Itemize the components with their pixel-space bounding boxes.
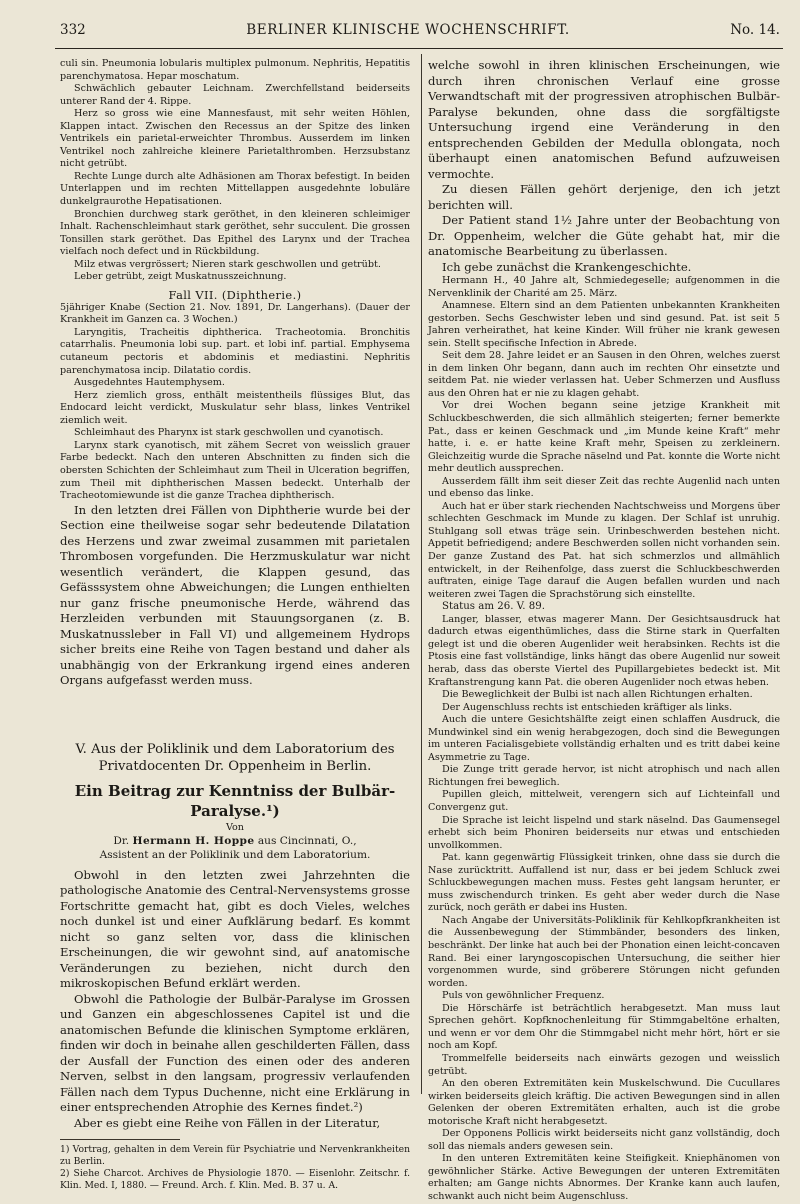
intro-paragraph: Ich gebe zunächst die Krankengeschichte. xyxy=(442,259,692,274)
status-text: Puls von gewöhnlicher Frequenz. xyxy=(442,990,605,1002)
status-text: Der Opponens Pollicis wirkt beiderseits nicht ganz vollständig, doch soll das niemals anders gewesen sein. xyxy=(428,1128,780,1152)
history-text: Anamnese. Eltern sind an dem Patienten unbekannten Krankheiten gestorben. Sechs Geschwister leben und sind gesund. Pat. ist seit 5 Jahren verheirathet, hat keine Kinder. Will früher nie krank gewesen sein. Stellt specifische Infection in Abrede. xyxy=(428,300,780,349)
journal-title: BERLINER KLINISCHE WOCHENSCHRIFT. xyxy=(246,22,570,38)
intro-paragraph: Zu diesen Fällen gehört derjenige, den ich jetzt berichten will. xyxy=(428,182,780,212)
case6-text: culi sin. Pneumonia lobularis multiplex pulmonum. Nephritis, Hepatitis parenchymatosa. Hepar moschatum. xyxy=(60,58,410,82)
status-text: Pupillen gleich, mittelweit, verengern sich auf Lichteinfall und Convergenz gut. xyxy=(428,789,780,814)
status-text: Die Sprache ist leicht lispelnd und stark näselnd. Das Gaumensegel erhebt sich beim Phoniren beiderseits nur etwas und entschieden unvollkommen. xyxy=(428,814,780,851)
page-number: 332 xyxy=(60,22,86,38)
status-text: Langer, blasser, etwas magerer Mann. Der Gesichtsausdruck hat dadurch etwas eigenthümliches, dass die Stirne stark in Querfalten gelegt ist und die oberen Augenlider weit herabsinken. Rechts ist die Ptosis eine fast vollständige, links hängt das obere Augenlid nur soweit herab, dass das oberste Viertel des Pupillargebietes bedeckt ist. Mit Kraftanstrengung kann Pat. die oberen Augenlider noch etwas heben. xyxy=(428,613,780,688)
status-text: Die Beweglichkeit der Bulbi ist nach allen Richtungen erhalten. xyxy=(442,689,753,701)
author-prefix: Dr. xyxy=(113,834,130,847)
status-text: Trommelfelle beiderseits nach einwärts gezogen und weisslich getrübt. xyxy=(428,1052,780,1077)
right-column xyxy=(428,58,780,1202)
history-text: Auch hat er über stark riechenden Nachtschweiss und Morgens über schlechten Geschmack im Munde zu klagen. Der Schlaf ist unruhig. Stuhlgang soll etwas träge sein. Urinbeschwerden bestehen nicht. Appetit befriedigend; andere Beschwerden sollen nicht vorhanden sein. Der ganze Zustand des Pat. hat sich schmerzlos und allmählich entwickelt, in der Reihenfolge, dass zuerst die Schluckbeschwerden auftraten, einige Tage darauf die Augen befallen wurden und nach weiteren zwei Tagen die Sprachstörung sich einstellte. xyxy=(428,500,780,600)
left-column xyxy=(60,58,410,1192)
issue-number: No. 14. xyxy=(730,22,780,38)
author-role: Assistent an der Poliklinik und dem Laboratorium. xyxy=(99,848,371,861)
article-title: Ein Beitrag zur Kenntniss der Bulbär-Paralyse.¹) xyxy=(74,781,396,820)
author-name: Hermann H. Hoppe xyxy=(132,834,255,847)
case6-text: Herz so gross wie eine Mannesfaust, mit sehr weiten Höhlen, Klappen intact. Zwischen den Recessus an der Spitze des linken Ventrikels ein parietal-erweichter Thrombus. Ausserdem im linken Ventrikel noch zahlreiche kleinere Parietalthromben. Herzsubstanz nicht getrübt. xyxy=(60,108,410,170)
case6-text: Milz etwas vergrössert; Nieren stark geschwollen und getrübt. xyxy=(74,258,381,270)
column-divider xyxy=(421,54,422,1094)
summary-paragraph: In den letzten drei Fällen von Diphtherie wurde bei der Section eine theilweise sogar sehr bedeutende Dilatation des Herzens und zwar zweimal zusammen mit parietalen Thrombosen vorgefunden. Die Herzmuskulatur war nicht wesentlich verändert, die Klappen gesund, das Gefässsystem ohne Abweichungen; die Lungen enthielten nur ganz frische pneumonische Herde, während das Herzleiden verbunden mit Stauungsorganen (z. B. Muskatnussleber in Fall VI) und allgemeinem Hydrops sicher breits eine Reihe von Tagen bestand und daher als unabhängig von der Erkrankung irgend eines anderen Organs aufgefasst werden muss. xyxy=(60,502,410,688)
history-text: Hermann H., 40 Jahre alt, Schmiedegeselle; aufgenommen in die Nervenklinik der Charité am 25. März. xyxy=(428,275,780,299)
article-paragraph: Obwohl die Pathologie der Bulbär-Paralyse im Grossen und Ganzen ein abgeschlossenes Capitel ist und die anatomischen Befunde die klinischen Symptome erklären, finden wir doch in beinahe allen geschilderten Fällen, dass der Ausfall der Function des einen oder des anderen Nerven, selbst in den langsam, progressiv verlaufenden Fällen nach dem Typus Duchenne, nicht eine Erklärung in einer entsprechenden Atrophie des Kernes findet.²) xyxy=(60,991,410,1115)
byline-von: Von xyxy=(225,821,244,833)
case6-text: Schwächlich gebauter Leichnam. Zwerchfellstand beiderseits unterer Rand der 4. Rippe. xyxy=(60,83,410,107)
case7-text: Larynx stark cyanotisch, mit zähem Secret von weisslich grauer Farbe bedeckt. Nach den unteren Abschnitten zu finden sich die obersten Schichten der Schleimhaut zum Theil in Ulceration begriffen, zum Theil mit diphtherischen Massen bedeckt. Unterhalb der Tracheotomiewunde ist die ganze Trachea diphtherisch. xyxy=(60,439,410,502)
case7-heading: Fall VII. (Diphtherie.) xyxy=(168,287,302,302)
footnote-rule xyxy=(60,1139,180,1140)
history-text: Ausserdem fällt ihm seit dieser Zeit das rechte Augenlid nach unten und ebenso das linke. xyxy=(428,475,780,500)
intro-paragraph: Der Patient stand 1½ Jahre unter der Beobachtung von Dr. Oppenheim, welcher die Güte gehabt hat, mir die anatomische Bearbeitung zu überlassen. xyxy=(428,213,780,258)
author-place: aus Cincinnati, O., xyxy=(257,834,357,847)
case7-text: Ausgedehntes Hautemphysem. xyxy=(74,377,225,389)
status-text: In den unteren Extremitäten keine Steifigkeit. Kniephänomen von gewöhnlicher Stärke. Active Bewegungen der unteren Extremitäten erhalten; am Gange nichts Abnormes. Der Kranke kann auch laufen, schwankt auch nicht beim Augenschluss. xyxy=(428,1153,780,1202)
footnote: 2) Siehe Charcot. Archives de Physiologie 1870. — Eisenlohr. Zeitschr. f. Klin. Med. I, 1880. — Freund. Arch. f. Klin. Med. B. 37 u. A. xyxy=(60,1168,410,1192)
case6-text: Bronchien durchweg stark geröthet, in den kleineren schleimiger Inhalt. Rachenschleimhaut stark geröthet, sehr succulent. Die grossen Tonsillen stark geröthet. Das Epithel des Larynx und der Trachea vielfach noch defect und in Rückbildung. xyxy=(60,208,410,258)
status-text: Auch die untere Gesichtshälfte zeigt einen schlaffen Ausdruck, die Mundwinkel sind ein wenig herabgezogen, doch sind die Bewegungen im unteren Facialisgebiete vollständig erhalten und es tritt dabei keine Asymmetrie zu Tage. xyxy=(428,714,780,763)
author-line xyxy=(60,834,410,848)
status-text: Pat. kann gegenwärtig Flüssigkeit trinken, ohne dass sie durch die Nase zurücktritt. Auffallend ist nur, dass er bei jedem Schluck zwei Schluckbewegungen machen muss. Festes geht langsam herunter, er muss zwischendurch trinken. Es geht aber weder durch die Nase zurück, noch geräth er dabei ins Husten. xyxy=(428,852,780,914)
status-text: An den oberen Extremitäten kein Muskelschwund. Die Cucullares wirken beiderseits gleich kräftig. Die activen Bewegungen sind in allen Gelenken der oberen Extremitäten erhalten, auch ist die grobe motorische Kraft nicht herabgesetzt. xyxy=(428,1078,780,1127)
history-text: Seit dem 28. Jahre leidet er an Sausen in den Ohren, welches zuerst in dem linken Ohr begann, dann auch im rechten Ohr einsetzte und seitdem Pat. nie wieder verlassen hat. Ueber Schmerzen und Ausfluss aus den Ohren hat er nie zu klagen gehabt. xyxy=(428,350,780,399)
status-text: Nach Angabe der Universitäts-Poliklinik für Kehlkopfkrankheiten ist die Aussenbewegung der Stimmbänder, besonders des linken, beschränkt. Der linke hat auch bei der Phonation einen leicht-concaven Rand. Bei einer laryngoscopischen Untersuchung, die seither hier vorgenommen wurde, sind gröberere Störungen nicht gefunden worden. xyxy=(428,914,780,989)
article-paragraph: Obwohl in den letzten zwei Jahrzehnten die pathologische Anatomie des Central-Nervensystems grosse Fortschritte gemacht hat, gibt es doch Vieles, welches noch dunkel ist und einer Aufklärung bedarf. Es kommt nicht so ganz selten vor, dass die klinischen Erscheinungen, die wir gewohnt sind, auf anatomische Veränderungen zu beziehen, nicht durch den mikroskopischen Befund erklärt werden. xyxy=(60,867,410,991)
case7-text: 5jähriger Knabe (Section 21. Nov. 1891, Dr. Langerhans). (Dauer der Krankheit im Ganzen ca. 3 Wochen.) xyxy=(60,301,410,326)
history-text: Vor drei Wochen begann seine jetzige Krankheit mit Schluckbeschwerden, die sich allmählich steigerten; ferner bemerkte Pat., dass er keinen Geschmack und „im Munde keine Kraft“ mehr hatte, i. e. er hatte keine Kraft mehr, Speisen zu zerkleinern. Gleichzeitig wurde die Sprache näselnd und Pat. konnte die Worte nicht mehr deutlich aussprechen. xyxy=(428,400,780,475)
case6-text: Rechte Lunge durch alte Adhäsionen am Thorax befestigt. In beiden Unterlappen und im rechten Mittellappen ausgedehnte lobuläre dunkelgraurothe Hepatisationen. xyxy=(60,170,410,208)
case7-text: Laryngitis, Tracheitis diphtherica. Tracheotomia. Bronchitis catarrhalis. Pneumonia lobi sup. part. et lobi inf. partial. Emphysema cutaneum pectoris et abdominis et mediastini. Nephritis parenchymatosa incip. Dilatatio cordis. xyxy=(60,326,410,376)
page-header xyxy=(60,22,780,44)
status-text: Der Augenschluss rechts ist entschieden kräftiger als links. xyxy=(442,701,733,713)
case7-text: Schleimhaut des Pharynx ist stark geschwollen und cyanotisch. xyxy=(74,427,384,439)
intro-paragraph: welche sowohl in ihren klinischen Erscheinungen, wie durch ihren chronischen Verlauf eine grosse Verwandtschaft mit der progressiven atrophischen Bulbär-Paralyse bekunden, ohne dass die sorgfältigste Untersuchung irgend eine Veränderung in den entsprechenden Gebilden der Medulla oblongata, noch überhaupt einen anatomischen Befund aufzuweisen vermochte. xyxy=(428,58,780,181)
status-text: Die Zunge tritt gerade hervor, ist nicht atrophisch und nach allen Richtungen frei beweglich. xyxy=(428,764,780,788)
article-paragraph: Aber es giebt eine Reihe von Fällen in der Literatur, xyxy=(74,1115,381,1130)
status-text: Die Hörschärfe ist beträchtlich herabgesetzt. Man muss laut Sprechen gehört. Kopfknochenleitung für Stimmgabeltöne erhalten, und wenn er vor dem Ohr die Stimmgabel nicht mehr hört, hört er sie noch am Kopf. xyxy=(428,1002,780,1052)
footnote: 1) Vortrag, gehalten in dem Verein für Psychiatrie und Nervenkrankheiten zu Berlin. xyxy=(60,1144,410,1168)
status-line: Status am 26. V. 89. xyxy=(442,601,545,613)
section-heading: V. Aus der Poliklinik und dem Laboratorium des Privatdocenten Dr. Oppenheim in Berlin. xyxy=(75,741,395,774)
header-rule xyxy=(55,48,783,49)
case7-text: Herz ziemlich gross, enthält meistentheils flüssiges Blut, das Endocard leicht verdickt, Muskulatur sehr blass, linkes Ventrikel ziemlich weit. xyxy=(60,389,410,426)
case6-text: Leber getrübt, zeigt Muskatnusszeichnung. xyxy=(74,271,287,283)
